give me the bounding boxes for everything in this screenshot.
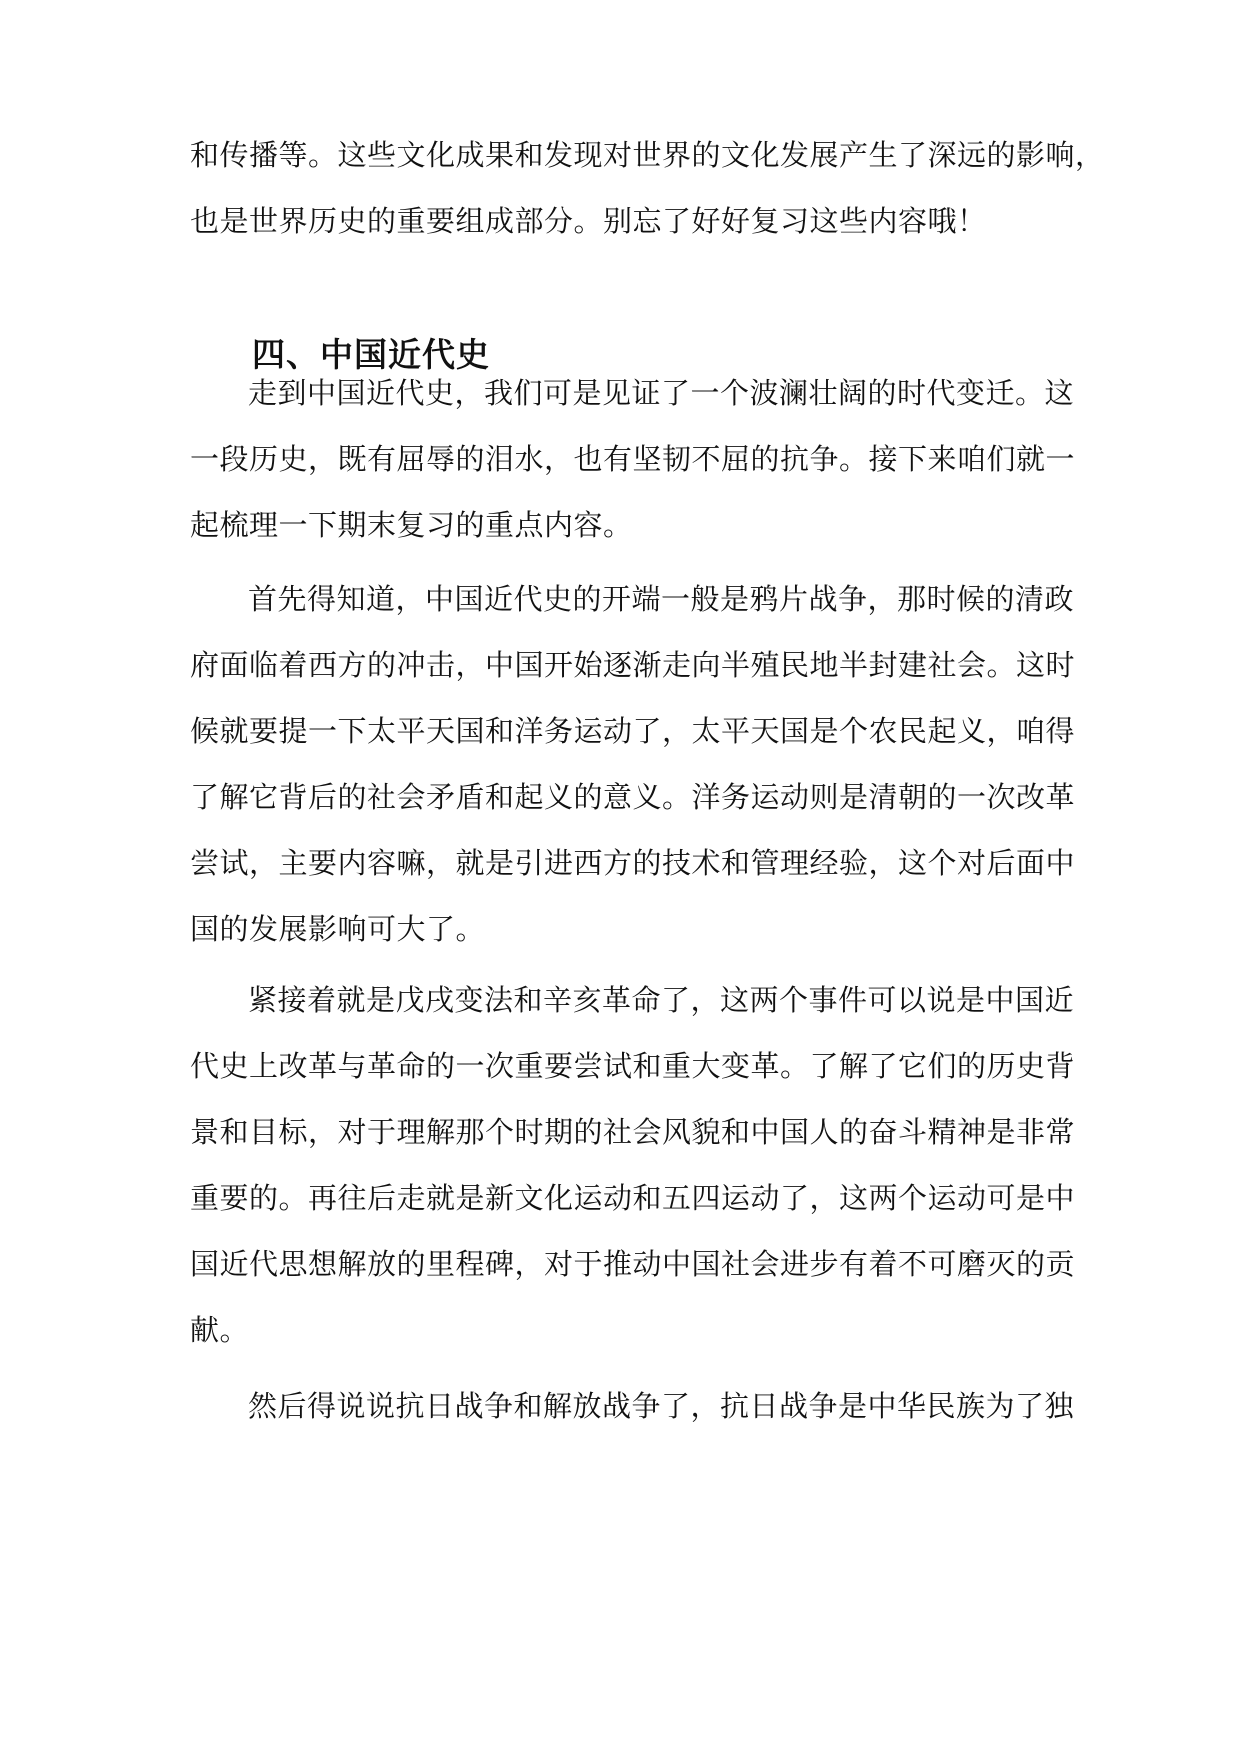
paragraph-3	[190, 967, 1076, 1363]
section-heading: 四、中国近代史	[252, 335, 490, 374]
text-line: 一段历史，既有屈辱的泪水，也有坚韧不屈的抗争。接下来咱们就一	[190, 442, 1076, 476]
text-line: 尝试，主要内容嘛，就是引进西方的技术和管理经验，这个对后面中	[190, 846, 1076, 880]
text-line: 国近代思想解放的里程碑，对于推动中国社会进步有着不可磨灭的贡	[190, 1247, 1076, 1281]
text-line: 起梳理一下期末复习的重点内容。	[190, 508, 633, 542]
text-line: 了解它背后的社会矛盾和起义的意义。洋务运动则是清朝的一次改革	[190, 780, 1076, 814]
paragraph-2	[190, 566, 1076, 962]
text-line: 重要的。再往后走就是新文化运动和五四运动了，这两个运动可是中	[190, 1181, 1076, 1215]
text-line: 国的发展影响可大了。	[190, 912, 486, 946]
text-line: 然后得说说抗日战争和解放战争了，抗日战争是中华民族为了独	[248, 1389, 1075, 1423]
text-line: 府面临着西方的冲击，中国开始逐渐走向半殖民地半封建社会。这时	[190, 648, 1076, 682]
text-line: 紧接着就是戊戌变法和辛亥革命了，这两个事件可以说是中国近	[248, 983, 1075, 1017]
text-line: 走到中国近代史，我们可是见证了一个波澜壮阔的时代变迁。这	[248, 376, 1075, 410]
paragraph-4	[190, 1373, 1075, 1439]
text-line: 和传播等。这些文化成果和发现对世界的文化发展产生了深远的影响，	[190, 138, 1105, 172]
text-line: 候就要提一下太平天国和洋务运动了，太平天国是个农民起义，咱得	[190, 714, 1076, 748]
intro-paragraph	[190, 122, 1105, 254]
text-line: 代史上改革与革命的一次重要尝试和重大变革。了解了它们的历史背	[190, 1049, 1076, 1083]
text-line: 献。	[190, 1313, 250, 1347]
text-line: 景和目标，对于理解那个时期的社会风貌和中国人的奋斗精神是非常	[190, 1115, 1076, 1149]
text-line: 首先得知道，中国近代史的开端一般是鸦片战争，那时候的清政	[248, 582, 1075, 616]
paragraph-1	[190, 360, 1076, 558]
text-line: 也是世界历史的重要组成部分。别忘了好好复习这些内容哦！	[190, 204, 987, 238]
